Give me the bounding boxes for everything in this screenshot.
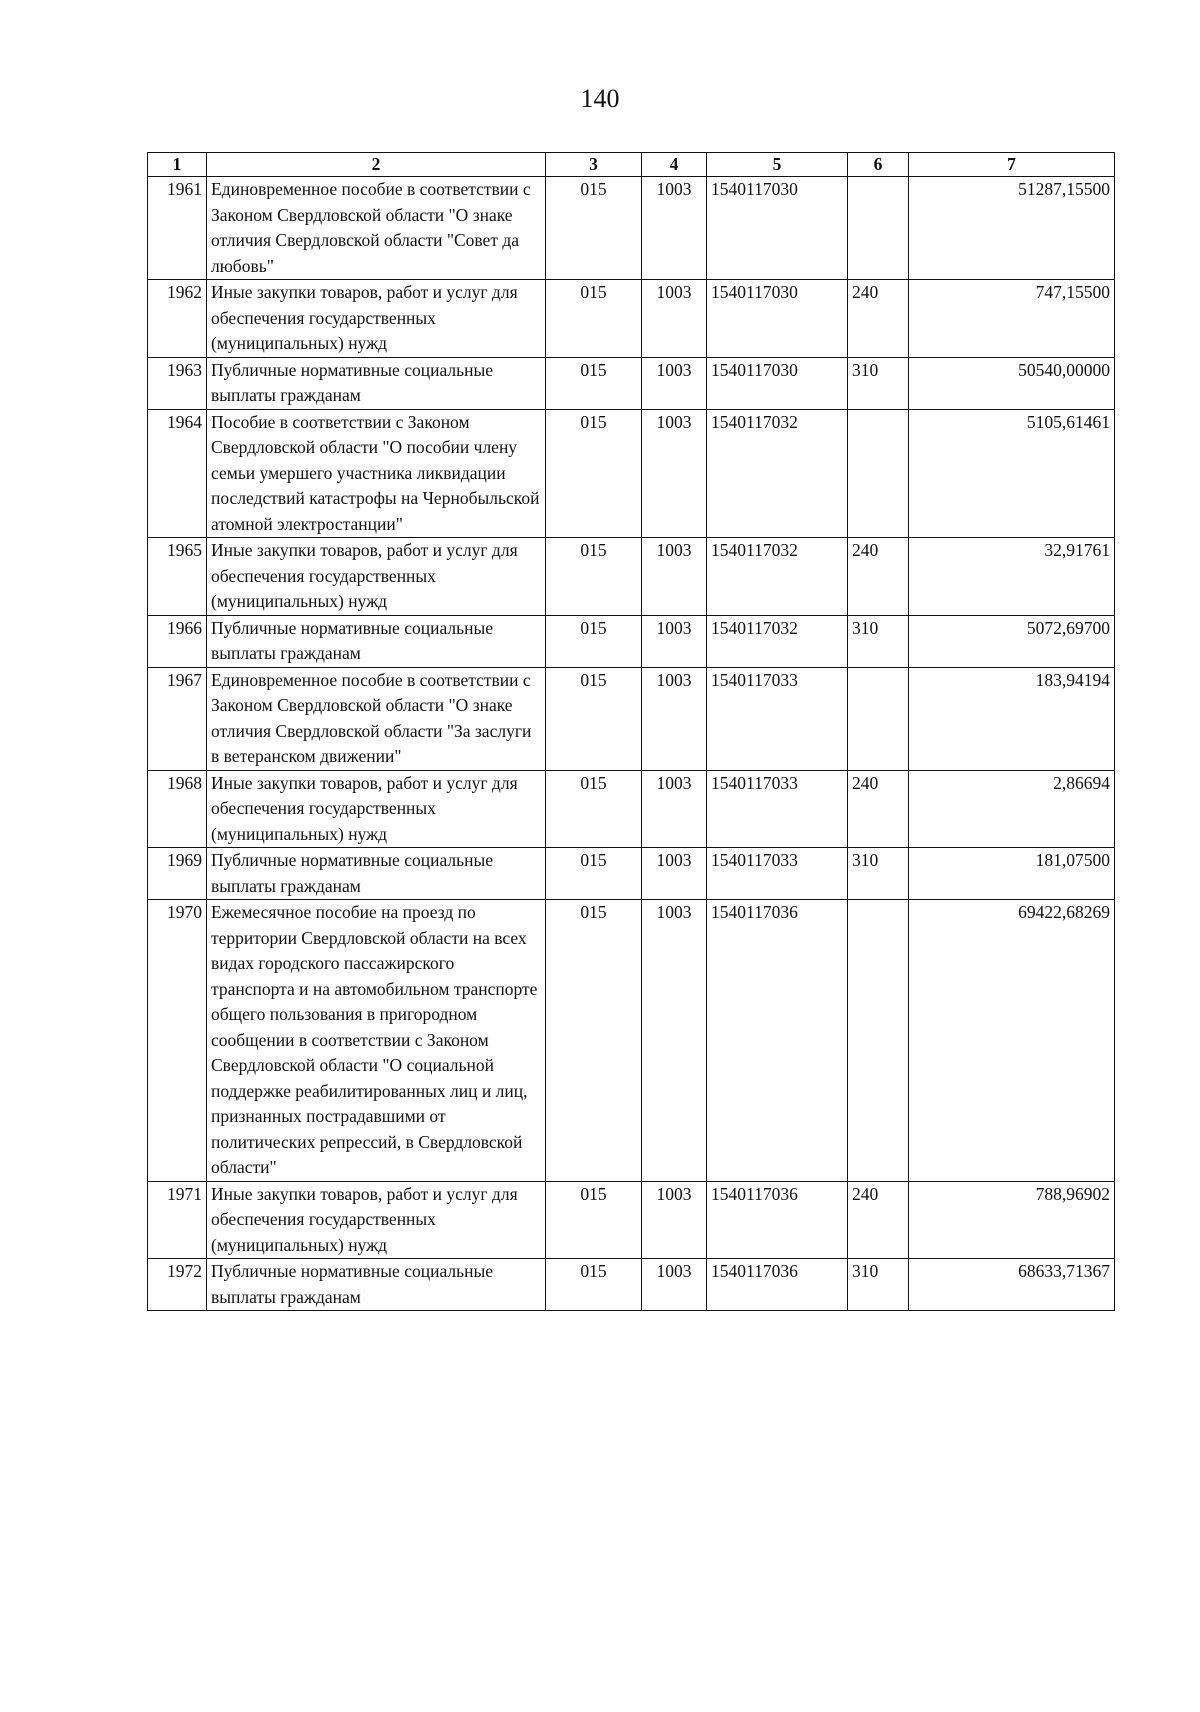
amount-cell: 5105,61461 bbox=[909, 409, 1115, 538]
expense-type-cell bbox=[848, 409, 909, 538]
section-code-cell: 1003 bbox=[642, 770, 707, 848]
item-name-cell: Публичные нормативные социальные выплаты гражданам bbox=[207, 615, 546, 667]
target-article-cell: 1540117033 bbox=[707, 848, 848, 900]
table-row bbox=[148, 409, 1115, 538]
item-name-cell: Ежемесячное пособие на проезд по территории Свердловской области на всех видах городского пассажирского транспорта и на автомобильном транспорте общего пользования в пригородном сообщении в соответствии с Законом Свердловской области "О социальной поддержке реабилитированных лиц и лиц, признанных пострадавшими от политических репрессий, в Свердловской области" bbox=[207, 900, 546, 1182]
table-row bbox=[148, 1181, 1115, 1259]
expense-type-cell bbox=[848, 177, 909, 280]
column-header: 2 bbox=[207, 153, 546, 177]
item-name-cell: Единовременное пособие в соответствии с Законом Свердловской области "О знаке отличия Свердловской области "Совет да любовь" bbox=[207, 177, 546, 280]
section-code-cell: 1003 bbox=[642, 538, 707, 616]
item-name-cell: Иные закупки товаров, работ и услуг для обеспечения государственных (муниципальных) нужд bbox=[207, 280, 546, 358]
amount-cell: 181,07500 bbox=[909, 848, 1115, 900]
amount-cell: 69422,68269 bbox=[909, 900, 1115, 1182]
column-header: 3 bbox=[546, 153, 642, 177]
section-code-cell: 1003 bbox=[642, 615, 707, 667]
page-number: 140 bbox=[580, 84, 620, 113]
item-name-cell: Публичные нормативные социальные выплаты гражданам bbox=[207, 848, 546, 900]
item-name-cell: Иные закупки товаров, работ и услуг для обеспечения государственных (муниципальных) нужд bbox=[207, 770, 546, 848]
item-name-cell: Единовременное пособие в соответствии с Законом Свердловской области "О знаке отличия Свердловской области "За заслуги в ветеранском движении" bbox=[207, 667, 546, 770]
amount-cell: 183,94194 bbox=[909, 667, 1115, 770]
ministry-code-cell: 015 bbox=[546, 177, 642, 280]
target-article-cell: 1540117030 bbox=[707, 280, 848, 358]
item-name-cell: Публичные нормативные социальные выплаты гражданам bbox=[207, 357, 546, 409]
row-number-cell: 1972 bbox=[148, 1259, 207, 1311]
expense-type-cell: 240 bbox=[848, 770, 909, 848]
row-number-cell: 1964 bbox=[148, 409, 207, 538]
expense-type-cell: 240 bbox=[848, 1181, 909, 1259]
section-code-cell: 1003 bbox=[642, 1259, 707, 1311]
section-code-cell: 1003 bbox=[642, 1181, 707, 1259]
target-article-cell: 1540117032 bbox=[707, 409, 848, 538]
ministry-code-cell: 015 bbox=[546, 900, 642, 1182]
column-header: 1 bbox=[148, 153, 207, 177]
amount-cell: 32,91761 bbox=[909, 538, 1115, 616]
column-header: 7 bbox=[909, 153, 1115, 177]
ministry-code-cell: 015 bbox=[546, 615, 642, 667]
row-number-cell: 1966 bbox=[148, 615, 207, 667]
expense-type-cell: 240 bbox=[848, 280, 909, 358]
expense-type-cell bbox=[848, 900, 909, 1182]
row-number-cell: 1969 bbox=[148, 848, 207, 900]
row-number-cell: 1968 bbox=[148, 770, 207, 848]
column-header: 6 bbox=[848, 153, 909, 177]
table-row bbox=[148, 357, 1115, 409]
section-code-cell: 1003 bbox=[642, 280, 707, 358]
table-row bbox=[148, 770, 1115, 848]
table-row bbox=[148, 848, 1115, 900]
table-row bbox=[148, 177, 1115, 280]
ministry-code-cell: 015 bbox=[546, 848, 642, 900]
row-number-cell: 1970 bbox=[148, 900, 207, 1182]
target-article-cell: 1540117030 bbox=[707, 357, 848, 409]
table-row bbox=[148, 1259, 1115, 1311]
budget-table bbox=[147, 152, 1115, 1311]
amount-cell: 68633,71367 bbox=[909, 1259, 1115, 1311]
column-header: 5 bbox=[707, 153, 848, 177]
row-number-cell: 1963 bbox=[148, 357, 207, 409]
target-article-cell: 1540117032 bbox=[707, 615, 848, 667]
amount-cell: 5072,69700 bbox=[909, 615, 1115, 667]
table-row bbox=[148, 280, 1115, 358]
section-code-cell: 1003 bbox=[642, 900, 707, 1182]
item-name-cell: Иные закупки товаров, работ и услуг для обеспечения государственных (муниципальных) нужд bbox=[207, 1181, 546, 1259]
amount-cell: 50540,00000 bbox=[909, 357, 1115, 409]
expense-type-cell: 310 bbox=[848, 615, 909, 667]
target-article-cell: 1540117036 bbox=[707, 1181, 848, 1259]
section-code-cell: 1003 bbox=[642, 177, 707, 280]
ministry-code-cell: 015 bbox=[546, 770, 642, 848]
expense-type-cell: 310 bbox=[848, 848, 909, 900]
section-code-cell: 1003 bbox=[642, 357, 707, 409]
ministry-code-cell: 015 bbox=[546, 538, 642, 616]
expense-type-cell: 310 bbox=[848, 357, 909, 409]
row-number-cell: 1967 bbox=[148, 667, 207, 770]
ministry-code-cell: 015 bbox=[546, 1181, 642, 1259]
ministry-code-cell: 015 bbox=[546, 1259, 642, 1311]
target-article-cell: 1540117033 bbox=[707, 667, 848, 770]
amount-cell: 2,86694 bbox=[909, 770, 1115, 848]
target-article-cell: 1540117036 bbox=[707, 1259, 848, 1311]
expense-type-cell: 310 bbox=[848, 1259, 909, 1311]
table-row bbox=[148, 667, 1115, 770]
table-header-row bbox=[148, 153, 1115, 177]
table-body bbox=[148, 177, 1115, 1311]
amount-cell: 788,96902 bbox=[909, 1181, 1115, 1259]
row-number-cell: 1971 bbox=[148, 1181, 207, 1259]
item-name-cell: Иные закупки товаров, работ и услуг для обеспечения государственных (муниципальных) нужд bbox=[207, 538, 546, 616]
row-number-cell: 1962 bbox=[148, 280, 207, 358]
ministry-code-cell: 015 bbox=[546, 357, 642, 409]
amount-cell: 51287,15500 bbox=[909, 177, 1115, 280]
section-code-cell: 1003 bbox=[642, 409, 707, 538]
ministry-code-cell: 015 bbox=[546, 280, 642, 358]
table-row bbox=[148, 615, 1115, 667]
section-code-cell: 1003 bbox=[642, 667, 707, 770]
table-row bbox=[148, 900, 1115, 1182]
item-name-cell: Пособие в соответствии с Законом Свердловской области "О пособии члену семьи умершего участника ликвидации последствий катастрофы на Чернобыльской атомной электростанции" bbox=[207, 409, 546, 538]
section-code-cell: 1003 bbox=[642, 848, 707, 900]
ministry-code-cell: 015 bbox=[546, 667, 642, 770]
target-article-cell: 1540117030 bbox=[707, 177, 848, 280]
column-header: 4 bbox=[642, 153, 707, 177]
item-name-cell: Публичные нормативные социальные выплаты гражданам bbox=[207, 1259, 546, 1311]
row-number-cell: 1961 bbox=[148, 177, 207, 280]
ministry-code-cell: 015 bbox=[546, 409, 642, 538]
target-article-cell: 1540117033 bbox=[707, 770, 848, 848]
row-number-cell: 1965 bbox=[148, 538, 207, 616]
target-article-cell: 1540117032 bbox=[707, 538, 848, 616]
expense-type-cell bbox=[848, 667, 909, 770]
expense-type-cell: 240 bbox=[848, 538, 909, 616]
amount-cell: 747,15500 bbox=[909, 280, 1115, 358]
target-article-cell: 1540117036 bbox=[707, 900, 848, 1182]
table-row bbox=[148, 538, 1115, 616]
